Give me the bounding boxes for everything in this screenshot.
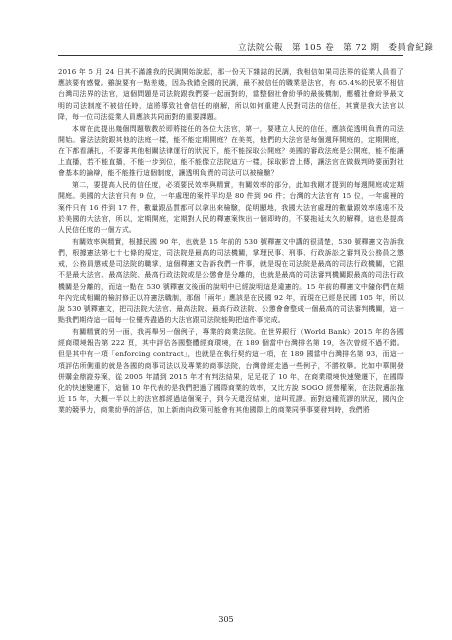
paragraph-5: 有關精實的另一面，我再舉另一個例子，專業的商業法院。在世界銀行（World Bank）2015 年的各國經商環境報告第 222 頁，其中評估各國整體經商環境，在 189 個當中台灣排名第 19，各次曾經不過不錯。但是其中有一項「enforcing contract」，也就是在執行契約這一項，在 189 國當中台灣排名第 93，而這一項評估所側重的就是各國的商事司法以及專業的商事法院，台灣曾經走過一些例子，不勝枚舉。比如中華開發併購金鼎證券案，從 2005 年請到 2015 年才有判法結果，足足花了 10 年，在商業環境快速變遷下，在國際化的快速變遷下，這個 10 年代表的是我們把過了國際商業的效率，又比方說 SOGO 經營權案，在法院邁訟拖近 15 年，大概一半以上的法官都經過這個案子，到今天還沒結束，這叫荒謬。面對這種荒謬的狀況，國內企業的競爭力，商業紛爭的評估，加上新南向政策可能會有其他國際上的商業同爭事要發判時，我們將 (58, 328, 404, 415)
paragraph-2: 本席在此提出幾個問題敬教於即將接任的各位大法官，第一，要建立人民的信任，應該從透明負責的司法開始。審法法院跟其他的法庭一樣，能不能定期開庭？在美英，他們的大法官是每個週拜開庭的，定期開庭，在下都看讓扎，不要審其他相關法律運行的狀況下，能不能採取公開庭？美國的審政法庭是公開庭，能不能讓上直播，若不能直播，不能一步到位，能不能像立法院這方一樣，採取影音上傳，讓法官在做裁判時要面對社會基本的論辯，能不能推行這個制度，讓透明負責的司法可以被檢驗？ (58, 124, 404, 178)
body-text (58, 67, 404, 417)
paragraph-4: 有關效率與精實，根據民國 90 年，也就是 15 年前的 530 號釋憲文中講的很清楚，530 號釋憲文告訴我們，根據憲法第七十七條的規定，司法院是最高的司法機關，掌理民事、刑事、行政訴訟之審判及公務員之懲戒，公務員懲戒是司法院的職掌，這個釋憲文告訴我們一件事，就是現在司法院是最高的司法行政機關，它跟不是最大法官、最高法院、最高行政法院或是公懲會是分離的，也就是最高的司法審判機關跟最高的司法行政機關是分離的，而這一點在 530 號釋憲文後面的說明中已經說明這是違憲的。15 年前的釋憲文中隨你們在期年內完成相關的檢討修正以符憲法職制，那個「兩年」應該是在民國 92 年，而現在已經是民國 105 年，所以說 530 號釋憲文，把司法院大法官、最高法院、最高行政法院、公懲會會整成一個最高的司法審判機關，這一點我們期待這一屆每一位優秀盡過的大法官跟司法院能夠把這件事完成。 (58, 237, 405, 325)
gazette-header: 立法院公報 第 105 卷 第 72 期 委員會紀錄 (238, 43, 434, 53)
header-rule (58, 55, 403, 56)
paragraph-1: 2016 年 5 月 24 日其不滿誰我的民調開始說起，那一份天下雜誌的民調，我相信如果司法界的從業人員看了應該要有感覺。雖說要有一點差幾，因為我錯全國的民調，最不被信任的職業是法官，有 65.4%的民眾不相信台灣司法界的法官，這個問題是司法院跟我們要一起面對的，當整個社會紛爭的最後機制，應權社會紛爭最文明的司法制度不被信任時，這將導致社會信任的崩解，所以如何重建人民對司法的信任，其實是我大法官以降，每一位司法從業人員應該共同面對的重要課題。 (58, 68, 404, 121)
page-number: 305 (218, 615, 234, 624)
paragraph-3: 第二，要提高人民的信任度，必須要民效率與精實，有關效率的部分，此如我剛才提到的每週開庭或定期開庭。美國的大法官只有 9 位，一年處理的案件平均是 80 件到 96 件；台灣的大法官有 15 位，一年處裡的案件只有 16 件到 17 件，數量跟品質都可以拿出來檢驗，從明顯地，我國大法官處理的數量跟效率遠遠不及於美國的大法官，所以，定期開庭，定期對人民的釋憲案恢出一個即時的，不要拖延太久的解釋，這也是提高人民信任度的一個方式。 (58, 181, 404, 235)
